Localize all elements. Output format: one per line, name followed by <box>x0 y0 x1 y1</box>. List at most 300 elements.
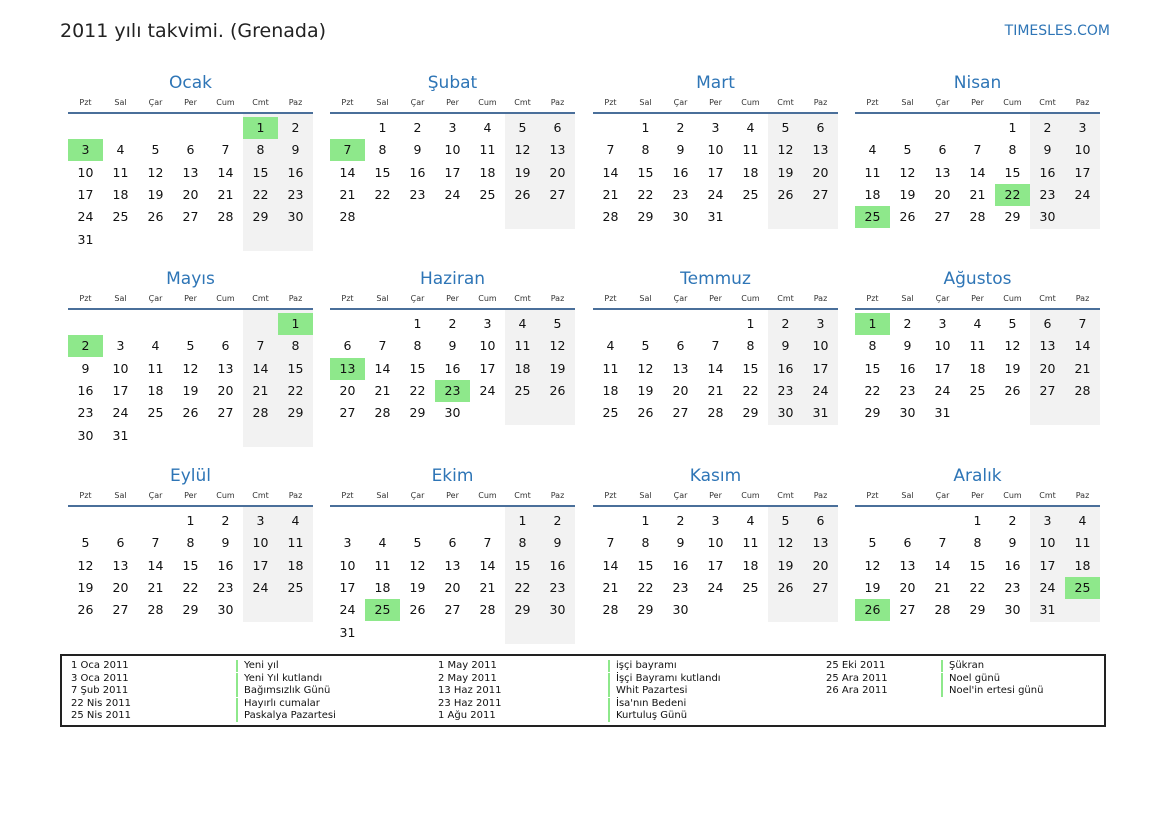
day-cell: 10 <box>934 338 951 354</box>
day-cell: 1 <box>518 513 527 528</box>
weekday-label: Çar <box>673 98 688 107</box>
day-cell: 2 <box>291 120 300 135</box>
weekday-label: Cum <box>216 491 235 500</box>
day-cell: 28 <box>707 405 724 421</box>
weekday-label: Sal <box>376 98 389 107</box>
legend-date: 1 Ağu 2011 <box>438 710 496 722</box>
day-cell: 10 <box>1039 535 1056 551</box>
day-cell: 13 <box>812 142 829 158</box>
weekday-label: Cmt <box>1039 98 1056 107</box>
weekday-label: Sal <box>376 294 389 303</box>
day-cell: 3 <box>343 535 352 551</box>
weekday-label: Sal <box>639 98 652 107</box>
weekday-label: Cmt <box>1039 491 1056 500</box>
day-cell: 12 <box>409 557 426 573</box>
day-cell: 21 <box>602 186 619 202</box>
weekday-label: Sal <box>901 491 914 500</box>
day-cell: 14 <box>479 557 496 573</box>
weekday-label: Paz <box>1075 98 1090 107</box>
day-cell: 17 <box>1039 557 1056 573</box>
weekday-label: Pzt <box>341 491 354 500</box>
legend-date: 1 Oca 2011 <box>71 660 129 671</box>
day-cell: 12 <box>147 164 164 180</box>
day-cell: 14 <box>602 164 619 180</box>
day-cell: 26 <box>409 602 426 618</box>
day-cell: 23 <box>672 186 689 202</box>
day-cell: 28 <box>602 209 619 225</box>
day-cell: 9 <box>676 535 685 551</box>
day-cell: 28 <box>1074 382 1091 398</box>
weekday-label: Pzt <box>866 294 879 303</box>
weekday-label: Çar <box>673 491 688 500</box>
day-cell: 13 <box>112 557 129 573</box>
day-cell: 11 <box>514 338 531 354</box>
day-cell: 15 <box>742 360 759 376</box>
legend-holiday-name: Noel günü <box>941 673 1000 685</box>
weekday-label: Sal <box>376 491 389 500</box>
day-cell: 13 <box>899 557 916 573</box>
day-cell: 14 <box>1074 338 1091 354</box>
day-cell: 14 <box>707 360 724 376</box>
day-cell: 29 <box>969 602 986 618</box>
weekday-label: Paz <box>1075 294 1090 303</box>
day-cell: 9 <box>676 142 685 158</box>
day-cell: 5 <box>413 535 422 551</box>
month-block <box>593 73 838 267</box>
day-cell: 28 <box>374 405 391 421</box>
day-cell: 8 <box>186 535 195 551</box>
day-cell: 7 <box>711 338 720 354</box>
day-cell: 6 <box>221 338 230 354</box>
holiday-day-cell: 1 <box>278 313 313 335</box>
day-cell: 11 <box>1074 535 1091 551</box>
day-cell: 18 <box>1074 557 1091 573</box>
day-cell: 26 <box>899 209 916 225</box>
weekday-label: Sal <box>114 98 127 107</box>
month-name: Kasım <box>689 466 742 486</box>
day-cell: 30 <box>1039 209 1056 225</box>
month-name: Mart <box>696 73 735 93</box>
day-cell: 22 <box>514 579 531 595</box>
day-cell: 23 <box>549 579 566 595</box>
day-cell: 18 <box>742 164 759 180</box>
day-cell: 3 <box>1043 513 1052 528</box>
weekday-label: Paz <box>550 294 565 303</box>
day-cell: 30 <box>672 602 689 618</box>
weekday-label: Cum <box>741 294 760 303</box>
day-cell: 27 <box>112 602 129 618</box>
day-cell: 22 <box>637 579 654 595</box>
day-cell: 13 <box>217 360 234 376</box>
day-cell: 29 <box>1004 209 1021 225</box>
day-cell: 7 <box>606 535 615 551</box>
day-cell: 15 <box>864 360 881 376</box>
day-cell: 3 <box>711 513 720 528</box>
weekday-label: Çar <box>935 491 950 500</box>
weekday-label: Pzt <box>604 491 617 500</box>
month-name: Nisan <box>953 73 1002 93</box>
day-cell: 23 <box>899 382 916 398</box>
weekday-label: Çar <box>148 98 163 107</box>
day-cell: 6 <box>116 535 125 551</box>
day-cell: 6 <box>343 338 352 354</box>
holiday-day-cell: 23 <box>435 380 470 402</box>
day-cell: 24 <box>479 382 496 398</box>
day-cell: 15 <box>637 164 654 180</box>
day-cell: 28 <box>217 209 234 225</box>
day-cell: 17 <box>112 382 129 398</box>
day-cell: 4 <box>746 513 755 528</box>
weekday-label: Pzt <box>866 98 879 107</box>
legend-date: 25 Ara 2011 <box>826 672 888 684</box>
legend-holiday-name: Noel'in ertesi günü <box>941 685 1043 697</box>
day-cell: 4 <box>378 535 387 551</box>
weekday-label: Pzt <box>341 294 354 303</box>
month-block <box>855 269 1100 463</box>
day-cell: 27 <box>549 186 566 202</box>
weekday-label: Paz <box>813 98 828 107</box>
month-block <box>68 269 313 463</box>
weekday-label: Cmt <box>252 98 269 107</box>
weekday-label: Pzt <box>341 98 354 107</box>
day-cell: 25 <box>147 405 164 421</box>
weekday-label: Sal <box>639 491 652 500</box>
day-cell: 23 <box>409 186 426 202</box>
day-cell: 13 <box>444 557 461 573</box>
holiday-day-cell: 25 <box>365 599 400 621</box>
day-cell: 20 <box>812 557 829 573</box>
day-cell: 16 <box>217 557 234 573</box>
weekday-label: Paz <box>1075 491 1090 500</box>
legend-holiday-name: Hayırlı cumalar <box>236 698 320 710</box>
day-cell: 31 <box>77 231 94 247</box>
day-cell: 23 <box>672 579 689 595</box>
day-cell: 25 <box>742 186 759 202</box>
day-cell: 5 <box>781 513 790 528</box>
legend-holiday-name: Bağımsızlık Günü <box>236 685 330 697</box>
day-cell: 17 <box>812 360 829 376</box>
day-cell: 13 <box>1039 338 1056 354</box>
day-cell: 30 <box>777 405 794 421</box>
day-cell: 29 <box>637 209 654 225</box>
day-cell: 21 <box>602 579 619 595</box>
day-cell: 13 <box>672 360 689 376</box>
day-cell: 22 <box>252 186 269 202</box>
day-cell: 9 <box>1008 535 1017 551</box>
day-cell: 20 <box>112 579 129 595</box>
month-name: Eylül <box>169 466 212 486</box>
day-cell: 16 <box>672 557 689 573</box>
day-cell: 14 <box>374 360 391 376</box>
day-cell: 9 <box>413 142 422 158</box>
month-block <box>68 73 313 267</box>
month-name: Ekim <box>431 466 474 486</box>
day-cell: 6 <box>186 142 195 158</box>
day-cell: 16 <box>1039 164 1056 180</box>
legend-holiday-name: Whit Pazartesi <box>608 685 687 697</box>
legend-holiday-name: Kurtuluş Günü <box>608 710 687 722</box>
day-cell: 12 <box>549 338 566 354</box>
day-cell: 3 <box>1078 120 1087 135</box>
day-cell: 19 <box>409 579 426 595</box>
day-cell: 5 <box>151 142 160 158</box>
day-cell: 14 <box>217 164 234 180</box>
weekday-label: Çar <box>148 294 163 303</box>
weekday-label: Cum <box>1003 98 1022 107</box>
weekday-label: Çar <box>410 98 425 107</box>
day-cell: 20 <box>444 579 461 595</box>
day-cell: 10 <box>1074 142 1091 158</box>
day-cell: 3 <box>116 338 125 354</box>
day-cell: 9 <box>553 535 562 551</box>
day-cell: 20 <box>899 579 916 595</box>
day-cell: 3 <box>483 316 492 331</box>
day-cell: 12 <box>777 142 794 158</box>
weekday-label: Sal <box>901 294 914 303</box>
day-cell: 22 <box>409 382 426 398</box>
day-cell: 30 <box>549 602 566 618</box>
day-cell: 12 <box>514 142 531 158</box>
day-cell: 6 <box>676 338 685 354</box>
weekday-label: Cum <box>478 98 497 107</box>
day-cell: 12 <box>899 164 916 180</box>
day-cell: 27 <box>812 186 829 202</box>
weekday-label: Cum <box>741 98 760 107</box>
day-cell: 8 <box>291 338 300 354</box>
day-cell: 4 <box>868 142 877 158</box>
weekday-label: Per <box>184 98 197 107</box>
weekday-label: Cmt <box>514 491 531 500</box>
day-cell: 21 <box>1074 360 1091 376</box>
day-cell: 26 <box>147 209 164 225</box>
day-cell: 3 <box>816 316 825 331</box>
day-cell: 16 <box>444 360 461 376</box>
holiday-day-cell: 13 <box>330 358 365 380</box>
legend-date: 7 Şub 2011 <box>71 685 129 697</box>
day-cell: 26 <box>77 602 94 618</box>
day-cell: 5 <box>1008 316 1017 331</box>
day-cell: 29 <box>742 405 759 421</box>
day-cell: 20 <box>672 382 689 398</box>
day-cell: 23 <box>1039 186 1056 202</box>
day-cell: 15 <box>287 360 304 376</box>
day-cell: 18 <box>969 360 986 376</box>
day-cell: 25 <box>112 209 129 225</box>
holiday-day-cell: 7 <box>330 139 365 161</box>
day-cell: 14 <box>602 557 619 573</box>
day-cell: 10 <box>339 557 356 573</box>
day-cell: 17 <box>444 164 461 180</box>
day-cell: 28 <box>602 602 619 618</box>
weekday-label: Cmt <box>252 491 269 500</box>
day-cell: 29 <box>514 602 531 618</box>
day-cell: 18 <box>479 164 496 180</box>
day-cell: 12 <box>777 535 794 551</box>
day-cell: 22 <box>864 382 881 398</box>
day-cell: 26 <box>777 186 794 202</box>
day-cell: 15 <box>637 557 654 573</box>
weekday-label: Pzt <box>79 294 92 303</box>
day-cell: 10 <box>444 142 461 158</box>
day-cell: 30 <box>672 209 689 225</box>
day-cell: 11 <box>969 338 986 354</box>
day-cell: 10 <box>77 164 94 180</box>
weekday-label: Paz <box>550 491 565 500</box>
day-cell: 6 <box>938 142 947 158</box>
day-cell: 17 <box>339 579 356 595</box>
site-link[interactable]: TIMESLES.COM <box>1004 23 1110 39</box>
weekday-label: Cum <box>741 491 760 500</box>
weekday-label: Per <box>709 491 722 500</box>
day-cell: 5 <box>186 338 195 354</box>
day-cell: 8 <box>641 142 650 158</box>
day-cell: 21 <box>969 186 986 202</box>
day-cell: 24 <box>339 602 356 618</box>
day-cell: 6 <box>903 535 912 551</box>
day-cell: 18 <box>864 186 881 202</box>
day-cell: 19 <box>777 164 794 180</box>
day-cell: 1 <box>1008 120 1017 135</box>
day-cell: 31 <box>1039 602 1056 618</box>
day-cell: 19 <box>549 360 566 376</box>
day-cell: 15 <box>252 164 269 180</box>
day-cell: 7 <box>221 142 230 158</box>
day-cell: 6 <box>1043 316 1052 331</box>
day-cell: 8 <box>413 338 422 354</box>
weekday-label: Per <box>446 98 459 107</box>
legend-holiday-name: İşçi Bayramı kutlandı <box>608 673 721 685</box>
day-cell: 25 <box>287 579 304 595</box>
day-cell: 26 <box>1004 382 1021 398</box>
legend-holiday-name: Yeni yıl <box>236 660 279 672</box>
weekday-label: Paz <box>813 294 828 303</box>
day-cell: 28 <box>934 602 951 618</box>
day-cell: 11 <box>374 557 391 573</box>
day-cell: 12 <box>182 360 199 376</box>
weekday-label: Per <box>709 98 722 107</box>
weekday-label: Per <box>446 294 459 303</box>
weekday-label: Cum <box>216 294 235 303</box>
legend-date: 3 Oca 2011 <box>71 672 129 684</box>
day-cell: 1 <box>378 120 387 135</box>
day-cell: 4 <box>483 120 492 135</box>
day-cell: 16 <box>899 360 916 376</box>
day-cell: 8 <box>256 142 265 158</box>
day-cell: 19 <box>182 382 199 398</box>
day-cell: 4 <box>973 316 982 331</box>
day-cell: 15 <box>514 557 531 573</box>
day-cell: 11 <box>742 142 759 158</box>
day-cell: 20 <box>182 186 199 202</box>
day-cell: 16 <box>549 557 566 573</box>
day-cell: 16 <box>77 382 94 398</box>
day-cell: 20 <box>549 164 566 180</box>
day-cell: 20 <box>934 186 951 202</box>
holiday-legend <box>60 654 1106 727</box>
day-cell: 12 <box>864 557 881 573</box>
weekday-label: Paz <box>813 491 828 500</box>
day-cell: 24 <box>112 405 129 421</box>
weekday-label: Çar <box>148 491 163 500</box>
holiday-day-cell: 1 <box>243 117 278 139</box>
day-cell: 4 <box>518 316 527 331</box>
day-cell: 16 <box>409 164 426 180</box>
day-cell: 6 <box>448 535 457 551</box>
day-cell: 22 <box>969 579 986 595</box>
weekday-label: Per <box>971 491 984 500</box>
weekday-label: Paz <box>550 98 565 107</box>
day-cell: 6 <box>553 120 562 135</box>
day-cell: 25 <box>742 579 759 595</box>
day-cell: 24 <box>812 382 829 398</box>
day-cell: 19 <box>777 557 794 573</box>
day-cell: 7 <box>938 535 947 551</box>
day-cell: 19 <box>147 186 164 202</box>
day-cell: 11 <box>287 535 304 551</box>
day-cell: 25 <box>479 186 496 202</box>
day-cell: 6 <box>816 120 825 135</box>
day-cell: 9 <box>1043 142 1052 158</box>
day-cell: 1 <box>746 316 755 331</box>
weekday-label: Cmt <box>777 294 794 303</box>
day-cell: 27 <box>934 209 951 225</box>
day-cell: 8 <box>641 535 650 551</box>
day-cell: 14 <box>252 360 269 376</box>
day-cell: 19 <box>637 382 654 398</box>
day-cell: 2 <box>1043 120 1052 135</box>
day-cell: 23 <box>1004 579 1021 595</box>
weekday-label: Cum <box>216 98 235 107</box>
day-cell: 18 <box>602 382 619 398</box>
day-cell: 9 <box>781 338 790 354</box>
day-cell: 18 <box>514 360 531 376</box>
day-cell: 13 <box>934 164 951 180</box>
day-cell: 10 <box>707 535 724 551</box>
day-cell: 10 <box>707 142 724 158</box>
day-cell: 31 <box>934 405 951 421</box>
day-cell: 26 <box>777 579 794 595</box>
day-cell: 4 <box>746 120 755 135</box>
day-cell: 2 <box>676 120 685 135</box>
month-name: Ağustos <box>943 269 1012 289</box>
day-cell: 17 <box>934 360 951 376</box>
weekday-label: Çar <box>410 491 425 500</box>
day-cell: 20 <box>339 382 356 398</box>
day-cell: 22 <box>742 382 759 398</box>
day-cell: 8 <box>518 535 527 551</box>
holiday-day-cell: 25 <box>855 206 890 228</box>
month-block <box>330 466 575 660</box>
day-cell: 11 <box>112 164 129 180</box>
day-cell: 1 <box>973 513 982 528</box>
day-cell: 7 <box>483 535 492 551</box>
day-cell: 24 <box>77 209 94 225</box>
day-cell: 18 <box>374 579 391 595</box>
weekday-label: Cum <box>1003 491 1022 500</box>
day-cell: 5 <box>553 316 562 331</box>
day-cell: 9 <box>81 360 90 376</box>
day-cell: 5 <box>641 338 650 354</box>
day-cell: 26 <box>182 405 199 421</box>
day-cell: 5 <box>81 535 90 551</box>
weekday-label: Sal <box>901 98 914 107</box>
day-cell: 15 <box>374 164 391 180</box>
day-cell: 29 <box>182 602 199 618</box>
day-cell: 29 <box>287 405 304 421</box>
day-cell: 16 <box>1004 557 1021 573</box>
month-name: Mayıs <box>166 269 215 289</box>
day-cell: 31 <box>339 624 356 640</box>
